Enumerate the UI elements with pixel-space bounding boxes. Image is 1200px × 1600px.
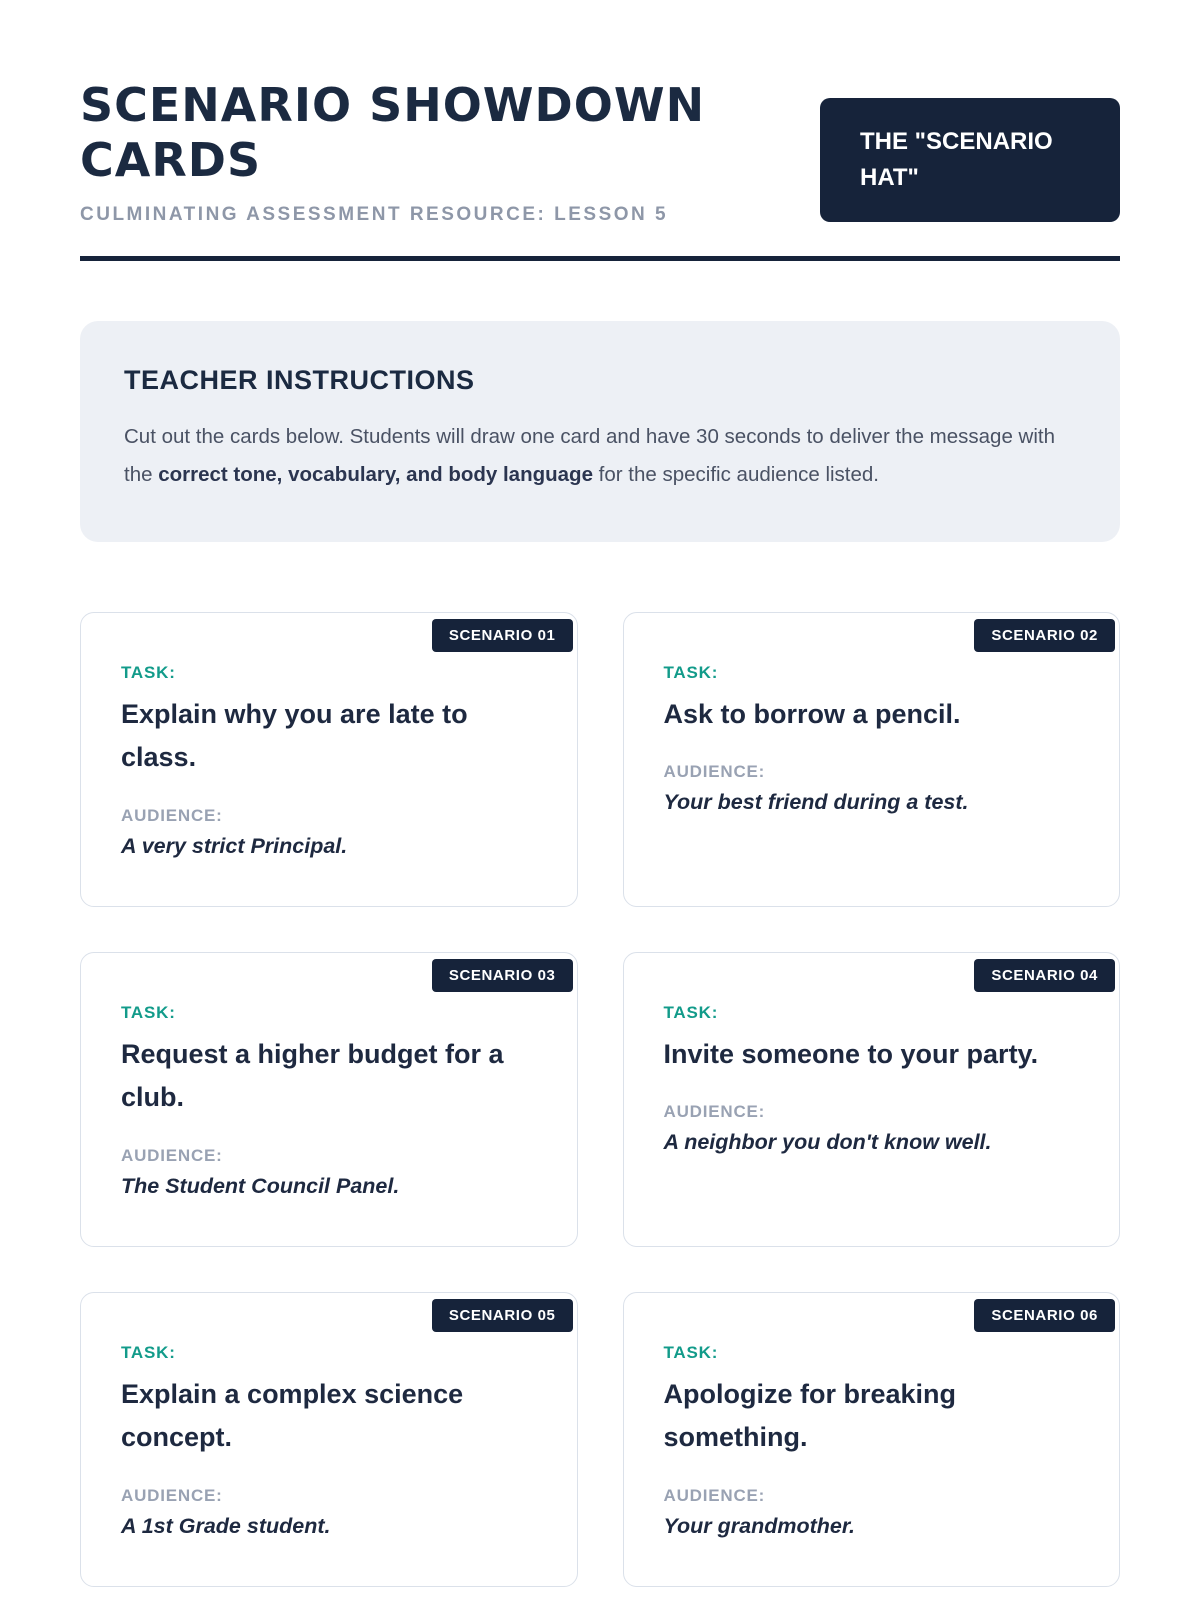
audience-text: Your best friend during a test. <box>663 790 969 815</box>
audience-label: AUDIENCE: <box>663 1102 766 1122</box>
instructions-body-pre: Cut out the cards below. Students will draw one card and have 30 seconds to deliver the message with the <box>124 425 1056 487</box>
scenario-card <box>623 1292 1121 1587</box>
scenario-number-badge: SCENARIO 04 <box>974 959 1115 992</box>
task-text: Invite someone to your party. <box>663 1039 1039 1070</box>
page-title-line1: SCENARIO SHOWDOWN <box>80 78 706 132</box>
task-text: Explain why you are late to class. <box>121 699 468 773</box>
instructions-body <box>124 418 1076 494</box>
scenario-card <box>80 612 578 907</box>
task-label: TASK: <box>663 1003 719 1023</box>
audience-label: AUDIENCE: <box>121 1485 223 1505</box>
instructions-heading: TEACHER INSTRUCTIONS <box>124 365 475 396</box>
task-text: Apologize for breaking something. <box>663 1379 957 1453</box>
scenario-number-badge: SCENARIO 02 <box>974 619 1115 652</box>
scenario-card <box>80 952 578 1247</box>
scenario-card <box>80 1292 578 1587</box>
task-label: TASK: <box>121 1343 176 1363</box>
task-label: TASK: <box>663 663 719 683</box>
task-text: Request a higher budget for a club. <box>121 1039 504 1113</box>
task-text: Ask to borrow a pencil. <box>663 699 961 730</box>
audience-text: A very strict Principal. <box>121 833 348 858</box>
task-text: Explain a complex science concept. <box>121 1379 464 1453</box>
audience-text: The Student Council Panel. <box>121 1173 400 1198</box>
audience-label: AUDIENCE: <box>121 805 223 825</box>
task-label: TASK: <box>121 663 176 683</box>
audience-text: A 1st Grade student. <box>121 1513 331 1538</box>
scenario-hat-badge-label: THE "SCENARIO HAT" <box>860 128 1053 191</box>
scenario-hat-badge <box>820 98 1120 222</box>
page-subtitle: CULMINATING ASSESSMENT RESOURCE: LESSON 5 <box>80 204 669 226</box>
scenario-number-badge: SCENARIO 03 <box>432 959 573 992</box>
scenario-number-badge: SCENARIO 01 <box>432 619 573 652</box>
scenario-number-badge: SCENARIO 05 <box>432 1299 573 1332</box>
audience-label: AUDIENCE: <box>663 762 766 782</box>
instructions-body-post: for the specific audience listed. <box>592 463 880 487</box>
audience-label: AUDIENCE: <box>121 1145 223 1165</box>
teacher-instructions-box <box>80 321 1120 542</box>
task-label: TASK: <box>663 1343 719 1363</box>
page-title <box>80 78 705 188</box>
header-divider <box>80 256 1120 261</box>
instructions-body-bold: correct tone, vocabulary, and body language <box>158 463 593 487</box>
audience-text: Your grandmother. <box>663 1513 856 1538</box>
scenario-card <box>623 952 1121 1247</box>
cards-grid <box>80 612 1120 1587</box>
page-header <box>80 0 1120 226</box>
audience-label: AUDIENCE: <box>663 1485 766 1505</box>
audience-text: A neighbor you don't know well. <box>663 1130 992 1155</box>
scenario-number-badge: SCENARIO 06 <box>974 1299 1115 1332</box>
page-title-line2: CARDS <box>80 133 262 188</box>
title-block <box>80 78 705 226</box>
scenario-card <box>623 612 1121 907</box>
task-label: TASK: <box>121 1003 176 1023</box>
